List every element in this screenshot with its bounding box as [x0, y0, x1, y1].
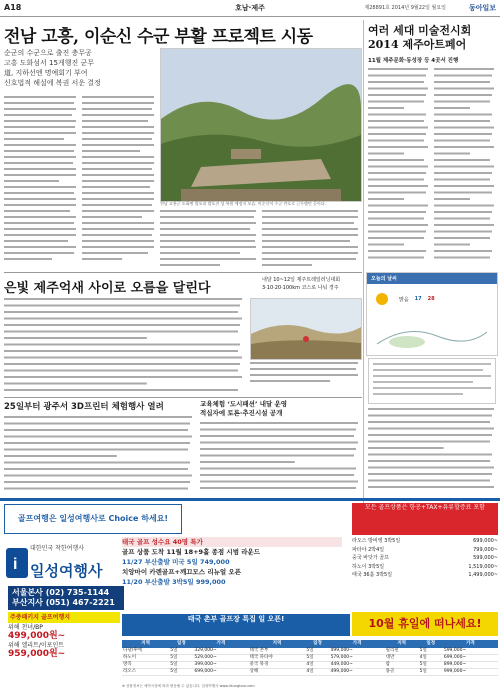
price-table	[122, 640, 498, 676]
list-item	[352, 546, 498, 555]
company-logo-icon	[6, 548, 28, 578]
table-cell: 449,000~	[330, 662, 385, 669]
text-line	[434, 257, 490, 259]
text-line	[434, 159, 490, 161]
text-line	[434, 166, 494, 168]
text-line	[368, 101, 424, 103]
body-text-lines	[160, 210, 258, 270]
section2-subheadline	[262, 276, 362, 292]
page-number: A18	[4, 3, 22, 12]
right-headline	[368, 24, 496, 52]
destination-price: 799,000~	[473, 546, 498, 553]
right-headline-line: 여러 세대 미술전시회	[368, 24, 472, 37]
table-header-cell: 지역	[385, 640, 419, 648]
table-cell: 4일	[305, 662, 329, 669]
list-item	[352, 571, 498, 580]
text-line	[368, 421, 490, 423]
text-line	[368, 88, 428, 90]
text-line	[4, 337, 147, 339]
destination-name: 라오스 방비엥 3박5일	[352, 538, 401, 544]
text-line	[368, 454, 492, 456]
table-cell: 599,000~	[443, 648, 498, 655]
lead-photo	[160, 48, 362, 202]
text-line	[368, 114, 426, 116]
text-line	[434, 153, 470, 155]
text-line	[434, 211, 492, 213]
right-headline-line: 2014 제주아트페어	[368, 38, 467, 51]
text-line	[200, 422, 358, 424]
text-line	[368, 473, 492, 475]
text-line	[368, 120, 424, 122]
list-item	[352, 537, 498, 546]
destination-price: 699,000~	[473, 538, 498, 544]
radar-box	[368, 358, 496, 404]
october-banner: 10월 휴일에 떠나세요!	[352, 612, 498, 636]
text-line	[368, 231, 426, 233]
section2-body	[4, 298, 244, 394]
ad-top-right-banner: 모든 골프상품은 항공+TAX+유류할증료 포함	[352, 503, 498, 535]
package-price: 499,000원~	[8, 631, 66, 641]
table-row	[122, 662, 498, 669]
text-line	[368, 486, 494, 488]
text-line	[200, 455, 354, 457]
column-divider	[363, 20, 364, 505]
section2-sub-line: 내달 10~12일 제주트레일러닝대회	[262, 277, 341, 283]
text-line	[434, 101, 490, 103]
table-cell: 5일	[169, 648, 193, 655]
text-line	[368, 185, 428, 187]
lead-headline: 전남 고흥, 이순신 수군 부활 프로젝트 시동	[4, 27, 313, 47]
promo-line: 태국 골프 성수요 40명 특가	[122, 537, 342, 547]
promo-line: 치앙마이 카렌골프+깨끄모스 리뉴얼 오픈	[122, 568, 241, 576]
table-cell: 699,000~	[193, 669, 248, 676]
promo-line: 11/20 부산출발 3박5일 999,000	[122, 578, 226, 586]
text-line	[4, 311, 238, 313]
text-line	[4, 389, 238, 391]
body-text-lines	[262, 210, 360, 270]
text-line	[434, 250, 492, 252]
text-line	[434, 179, 490, 181]
body-text-lines	[200, 422, 360, 492]
newspaper-brand: 동아일보	[468, 4, 496, 12]
text-line	[4, 370, 238, 372]
text-line	[434, 146, 494, 148]
text-line	[4, 462, 190, 464]
table-cell: 5일	[419, 648, 443, 655]
section3-right-line: 적십자에 토론·추진시설 공개	[200, 409, 283, 417]
text-line	[434, 231, 492, 233]
text-line	[434, 75, 492, 77]
company-name: 일성여행사	[30, 562, 103, 580]
text-line	[4, 488, 188, 490]
text-line	[4, 475, 192, 477]
text-line	[368, 415, 492, 417]
table-cell: 다낭/후에	[122, 648, 169, 655]
section2-headline: 은빛 제주억새 사이로 오름을 달린다	[4, 281, 211, 296]
issue-date: 제28891호 2014년 9월22일 월요일	[364, 5, 446, 11]
table-cell: 899,000~	[443, 662, 498, 669]
phone-line: 부산지사 (051) 467-2221	[12, 598, 115, 607]
table-header-cell: 지역	[249, 640, 306, 648]
destination-name: 하노이 3박5일	[352, 563, 385, 570]
right-body-col-2	[434, 68, 496, 263]
text-line	[368, 434, 492, 436]
destination-price: 599,000~	[473, 555, 498, 561]
table-cell: 5일	[305, 648, 329, 655]
text-line	[368, 224, 428, 226]
text-line	[368, 192, 426, 194]
package-item: 위해 천녀/BP	[8, 624, 43, 631]
table-cell: 중국 북경	[249, 662, 306, 669]
destination-price: 1,499,000~	[468, 572, 498, 578]
text-line	[368, 153, 404, 155]
text-line	[368, 218, 424, 220]
text-line	[200, 481, 358, 483]
package-list	[8, 612, 120, 659]
package-title: 주중패키지 골프여행지	[8, 612, 120, 623]
text-line	[368, 480, 490, 482]
body-text-lines	[4, 96, 78, 266]
text-line	[368, 205, 428, 207]
table-header-cell: 일정	[169, 640, 193, 648]
body-text-lines	[4, 298, 244, 394]
sun-icon	[371, 288, 393, 310]
table-cell: 499,000~	[330, 648, 385, 655]
destination-name: 파타야 2박4일	[352, 546, 385, 553]
text-line	[200, 442, 358, 444]
temp-high: 28	[427, 296, 435, 302]
text-line	[4, 468, 188, 470]
table-cell: 4일	[419, 655, 443, 662]
text-line	[434, 88, 494, 90]
text-line	[368, 172, 426, 174]
text-line	[368, 68, 428, 70]
text-line	[368, 146, 428, 148]
list-item	[352, 563, 498, 572]
text-line	[368, 133, 426, 135]
text-line	[368, 250, 426, 252]
temp-low: 17	[414, 296, 422, 302]
table-cell: 5일	[169, 662, 193, 669]
section2-photo-caption	[250, 362, 360, 392]
text-line	[434, 120, 490, 122]
section-name: 호남·제주	[235, 4, 265, 12]
text-line	[434, 244, 470, 246]
table-cell: 999,000~	[443, 669, 498, 676]
text-line	[4, 416, 192, 418]
text-line	[200, 435, 354, 437]
table-cell: 529,000~	[193, 655, 248, 662]
table-cell: 5일	[305, 655, 329, 662]
body-text-lines	[369, 359, 495, 403]
section3-headline: 25일부터 광주서 3D프린터 체험행사 열려	[4, 402, 164, 412]
text-line	[368, 441, 490, 443]
right-notice-body	[368, 408, 496, 494]
text-line	[4, 481, 190, 483]
text-line	[368, 467, 494, 469]
text-line	[4, 376, 242, 378]
text-line	[4, 324, 240, 326]
weather-label: 오늘의 날씨	[367, 273, 497, 284]
table-body	[122, 648, 498, 676]
text-line	[434, 172, 492, 174]
table-header-cell: 지역	[122, 640, 169, 648]
table-cell: 499,000~	[330, 669, 385, 676]
text-line	[368, 140, 424, 142]
body-text-lines	[250, 362, 360, 392]
body-text-lines	[4, 416, 194, 492]
text-line	[4, 383, 147, 385]
body-text-lines	[82, 96, 156, 266]
text-line	[434, 114, 492, 116]
company-tagline: 대한민국 착한여행사	[30, 545, 85, 552]
text-line	[368, 198, 404, 200]
weather-box	[366, 272, 498, 356]
text-line	[434, 218, 490, 220]
text-line	[200, 487, 356, 489]
lead-sub-line: 신호법적 해설에 복권 서운 결정	[4, 79, 101, 87]
lead-body-col-2	[82, 96, 156, 266]
promo-line: 11/27 부산출발 미국 5일 749,000	[122, 558, 230, 566]
text-line	[200, 468, 356, 470]
text-line	[434, 68, 494, 70]
promo-line: 골프 상품 도착 11월 18+9홀 종점 시범 라운드	[122, 548, 261, 556]
text-line	[368, 237, 424, 239]
text-line	[434, 205, 494, 207]
table-cell: 태국 파타야	[249, 655, 306, 662]
table-cell: 399,000~	[193, 662, 248, 669]
table-cell: 5일	[419, 662, 443, 669]
text-line	[4, 318, 242, 320]
table-cell: 방콕	[122, 662, 169, 669]
list-item	[352, 554, 498, 563]
table-cell: 라오스	[122, 669, 169, 676]
package-item: 위해 엘리트/이포인트	[8, 642, 65, 649]
text-line	[4, 350, 238, 352]
table-cell: 괌	[385, 662, 419, 669]
destination-name: 태국 36홀 3박5일	[352, 572, 393, 578]
destination-price: 1,519,000~	[468, 563, 498, 570]
text-line	[434, 107, 470, 109]
body-text-lines	[368, 408, 496, 494]
destination-price-list	[352, 537, 498, 580]
section-divider	[4, 272, 362, 273]
text-line	[434, 198, 470, 200]
text-line	[434, 81, 490, 83]
text-line	[368, 127, 428, 129]
table-cell: 5일	[419, 669, 443, 676]
text-line	[368, 211, 426, 213]
text-line	[200, 429, 356, 431]
table-header-cell: 일정	[305, 640, 329, 648]
section3-body-right	[200, 422, 360, 492]
text-line	[368, 159, 424, 161]
text-line	[368, 244, 404, 246]
lead-body-col-3	[160, 210, 258, 270]
section3-right-headline	[200, 400, 360, 418]
table-cell: 699,000~	[443, 655, 498, 662]
text-line	[4, 436, 192, 438]
table-row	[122, 669, 498, 676]
text-line	[4, 423, 190, 425]
text-line	[368, 408, 494, 410]
table-row	[122, 655, 498, 662]
weather-sky: 맑음	[399, 296, 409, 303]
table-cell: 329,000~	[193, 648, 248, 655]
text-line	[368, 107, 404, 109]
body-text-lines	[434, 68, 496, 263]
section2-photo	[250, 298, 362, 360]
lead-sub-line: 고흥 도화섬서 15게행진 군무	[4, 59, 94, 67]
text-line	[368, 460, 490, 462]
destination-name: 중국 바닷가 골프	[352, 555, 389, 561]
text-line	[434, 185, 494, 187]
table-cell: 5일	[169, 669, 193, 676]
ad-headline: 골프여행은 일성여행사로 Choice 하세요!	[4, 504, 182, 534]
table-cell: 몽골	[385, 669, 419, 676]
text-line	[368, 75, 426, 77]
table-cell: 하노이	[122, 655, 169, 662]
table-cell: 필리핀	[385, 648, 419, 655]
text-line	[4, 429, 188, 431]
right-body-col-1	[368, 68, 430, 263]
ad-footer: ※ 상품정보는 예약시점에 따라 변동될 수 있습니다. 일성여행사 www.ilsungtour.com	[122, 684, 255, 688]
text-line	[4, 305, 240, 307]
text-line	[4, 298, 242, 300]
table-header-cell: 일정	[419, 640, 443, 648]
lead-photo-caption: 전남 고흥군 도화면 발포리 발포진 성 복원 예정지 모습. 이순신이 수군 만호로 근무했던 곳이다.	[160, 201, 326, 206]
table-header-cell: 가격	[330, 640, 385, 648]
text-line	[4, 455, 117, 457]
text-line	[434, 133, 492, 135]
table-cell: 상해	[249, 669, 306, 676]
text-line	[434, 192, 492, 194]
weather-map	[367, 314, 495, 354]
table-header-row	[122, 640, 498, 648]
text-line	[368, 447, 444, 449]
page-header	[0, 0, 500, 17]
text-line	[368, 257, 424, 259]
table-header-cell: 가격	[193, 640, 248, 648]
text-line	[200, 448, 356, 450]
lead-sub-line: 순군의 수군으로 출진 충무공	[4, 49, 92, 57]
section3-body-left	[4, 416, 194, 492]
body-text-lines	[368, 68, 430, 263]
text-line	[4, 449, 188, 451]
table-cell: 태국 촌부	[249, 648, 306, 655]
text-line	[200, 474, 354, 476]
text-line	[434, 140, 490, 142]
lead-subheadline	[4, 48, 154, 88]
phone-box	[8, 586, 124, 610]
table-cell: 4일	[305, 669, 329, 676]
section3-right-line: 교육체험 ‘도시패션’ 내달 운영	[200, 400, 288, 408]
text-line	[434, 127, 494, 129]
lead-body-col-4	[262, 210, 360, 270]
text-line	[368, 94, 426, 96]
text-line	[368, 166, 428, 168]
text-line	[434, 237, 490, 239]
lead-body-col-1	[4, 96, 78, 266]
text-line	[368, 81, 424, 83]
right-subheadline: 11월 제주문화·동성장 등 4곳서 진행	[368, 58, 459, 64]
table-header-cell: 가격	[443, 640, 498, 648]
text-line	[368, 428, 494, 430]
text-line	[4, 442, 190, 444]
promo-banner: 태국 촌부 골프장 특집 일 오픈!	[122, 614, 350, 636]
phone-line: 서울본사 (02) 735-1144	[12, 588, 110, 597]
text-line	[434, 224, 494, 226]
text-line	[434, 94, 492, 96]
text-line	[4, 331, 238, 333]
mid-promo	[122, 537, 342, 609]
text-line	[4, 357, 242, 359]
svg-text:i: i	[13, 556, 18, 573]
text-line	[200, 461, 295, 463]
table-cell: 579,000~	[330, 655, 385, 662]
table-cell: 5일	[169, 655, 193, 662]
section-divider	[4, 397, 362, 398]
section2-sub-line: 3·10·20·100km 코스로 나눠 경주	[262, 285, 339, 291]
package-price: 959,000원~	[8, 649, 66, 659]
text-line	[4, 344, 240, 346]
lead-sub-line: 道, 지하선엔 명예회기 부여	[4, 69, 88, 77]
text-line	[4, 363, 240, 365]
text-line	[368, 179, 424, 181]
table-cell: 대만	[385, 655, 419, 662]
